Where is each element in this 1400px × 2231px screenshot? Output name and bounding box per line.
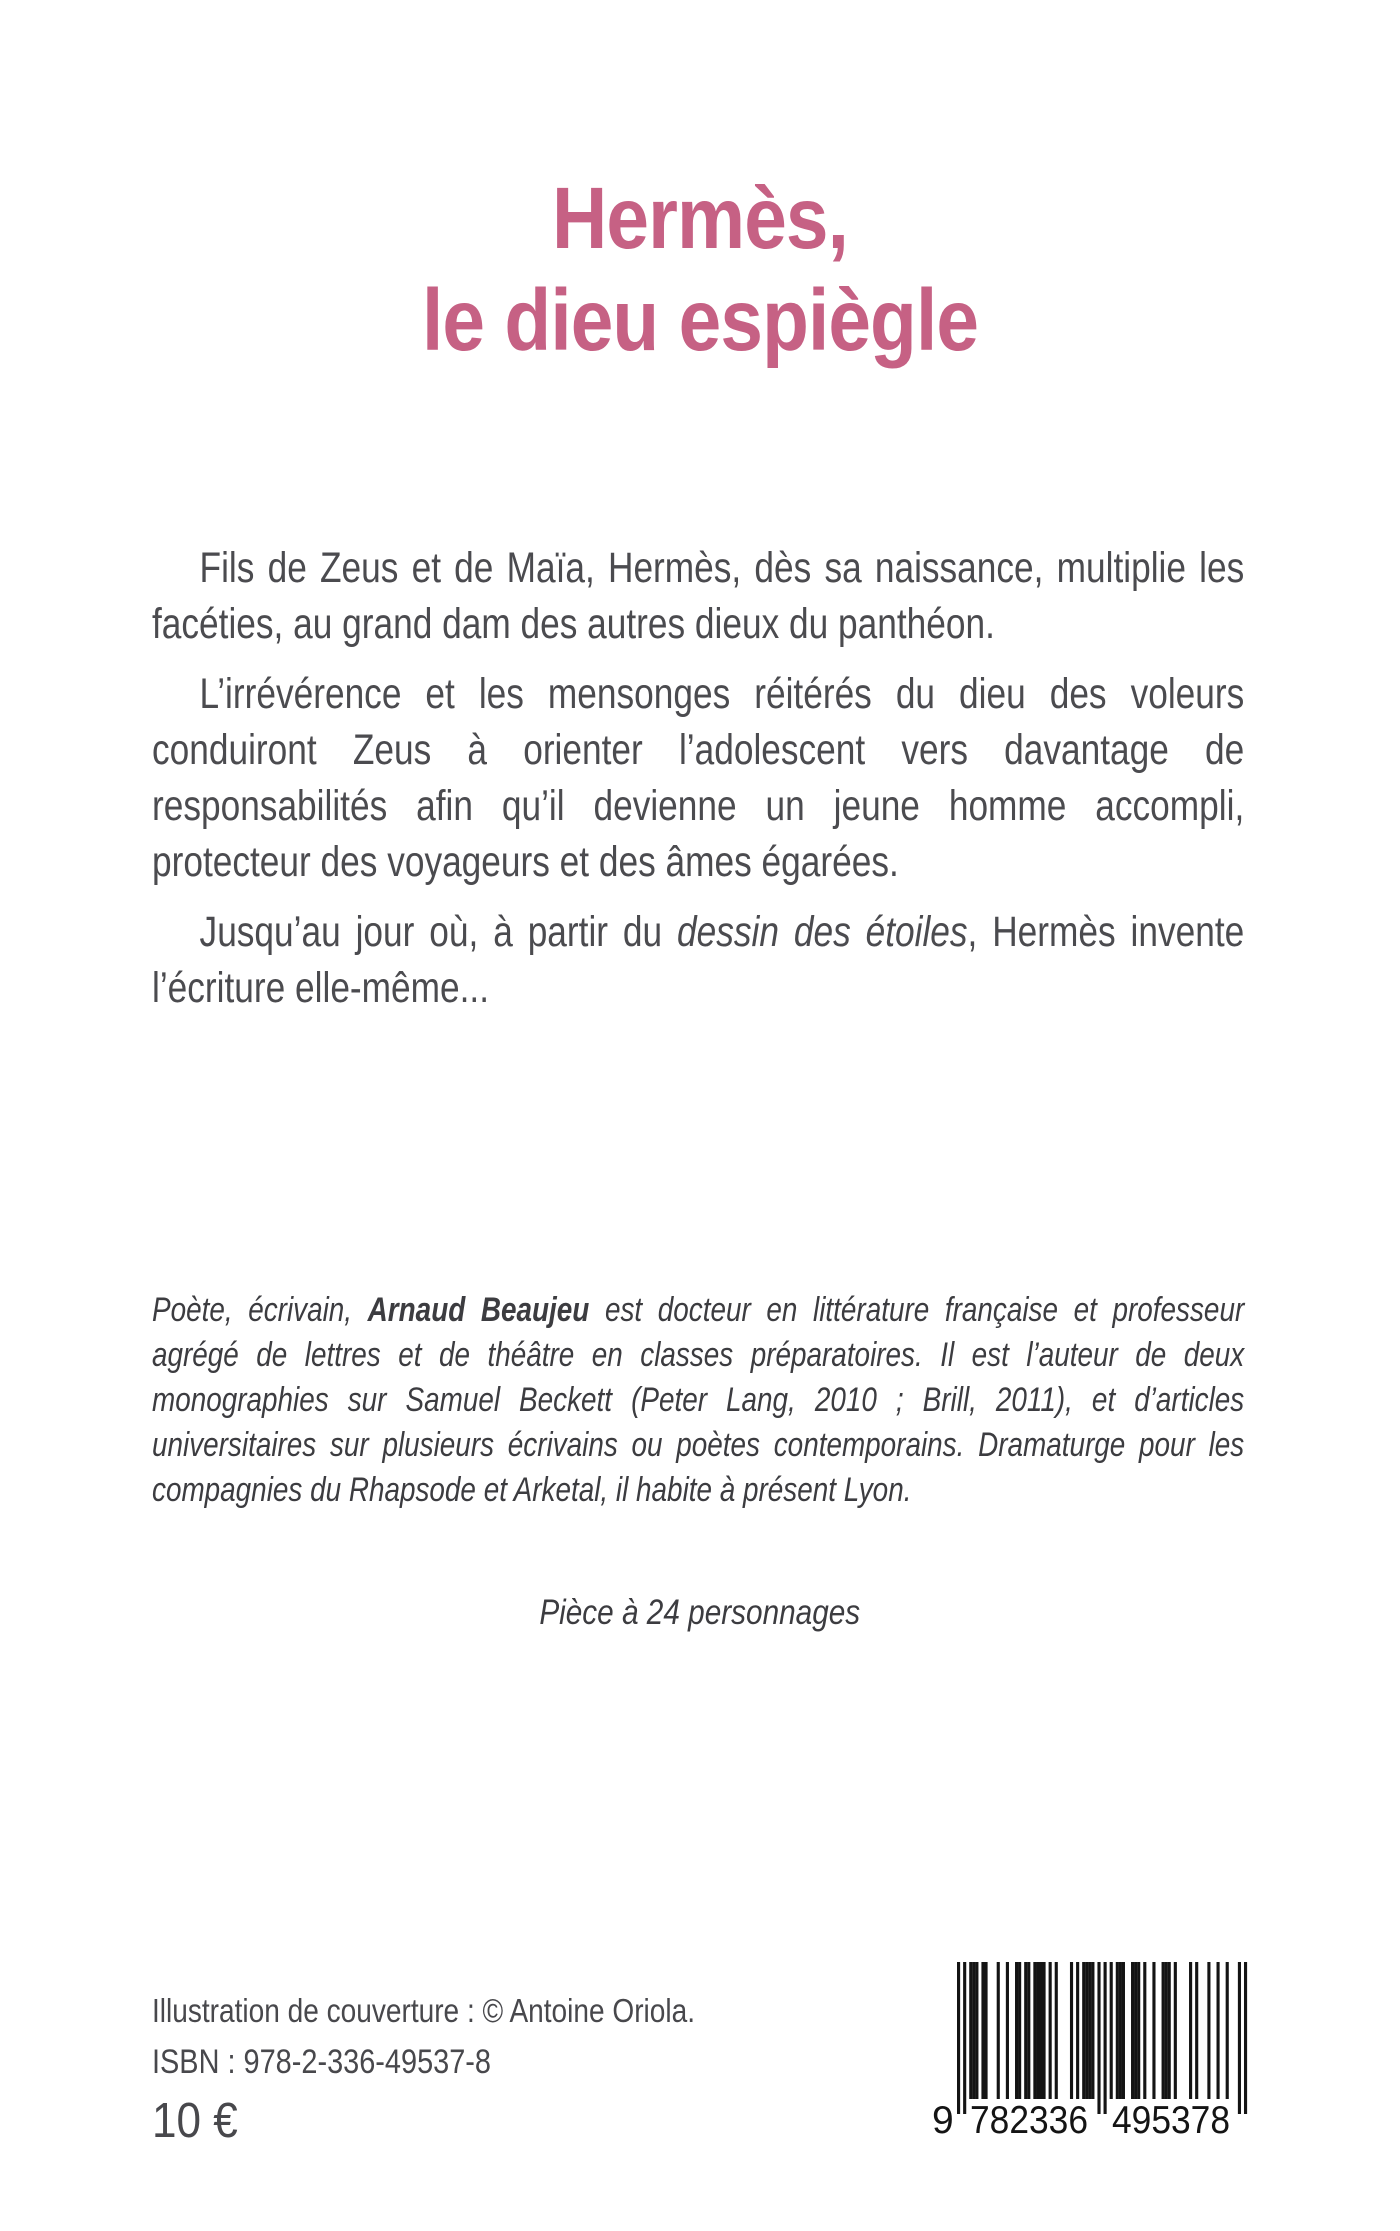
synopsis-paragraph-3: Jusqu’au jour où, à partir du dessin des étoiles, Hermès invente l’écriture elle-même... — [152, 908, 1245, 1012]
ean13-barcode — [930, 1962, 1250, 2137]
synopsis — [152, 540, 1244, 1016]
piece-note-text: Pièce à 24 personnages — [539, 1593, 861, 1632]
book-title-line1: Hermès, — [551, 170, 849, 267]
barcode-digit-left: 9 — [932, 2099, 954, 2137]
piece-note — [0, 1592, 1400, 1634]
price-text: 10 € — [152, 2094, 238, 2148]
barcode-digits-group1: 782336 — [970, 2099, 1088, 2137]
book-title — [84, 168, 1316, 372]
isbn-text: ISBN : 978-2-336-49537-8 — [152, 2043, 491, 2081]
synopsis-paragraph-1: Fils de Zeus et de Maïa, Hermès, dès sa naissance, multiplie les facéties, au grand dam des autres dieux du panthéon. — [152, 544, 1245, 648]
book-title-line2: le dieu espiègle — [421, 272, 979, 369]
cover-illustration-credit: Illustration de couverture : © Antoine Oriola. — [152, 1992, 695, 2029]
barcode-digits-group2: 495378 — [1112, 2099, 1230, 2137]
author-bio — [152, 1288, 1244, 1513]
author-bio-text: Poète, écrivain, Arnaud Beaujeu est docteur en littérature française et professeur agrégé de lettres et de théâtre en classes préparatoires. Il est l’auteur de deux monographies sur Samuel Beckett (Peter Lang, 2010 ; Brill, 2011), et d’articles universitaires sur plusieurs écrivains ou poètes contemporains. Dramaturge pour les compagnies du Rhapsode et Arketal, il habite à présent Lyon. — [152, 1291, 1245, 1509]
synopsis-paragraph-2: L’irrévérence et les mensonges réitérés du dieu des voleurs conduiront Zeus à orienter l’adolescent vers davantage de responsabilités afin qu’il devienne un jeune homme accompli, protecteur des voyageurs et des âmes égarées. — [152, 670, 1245, 886]
